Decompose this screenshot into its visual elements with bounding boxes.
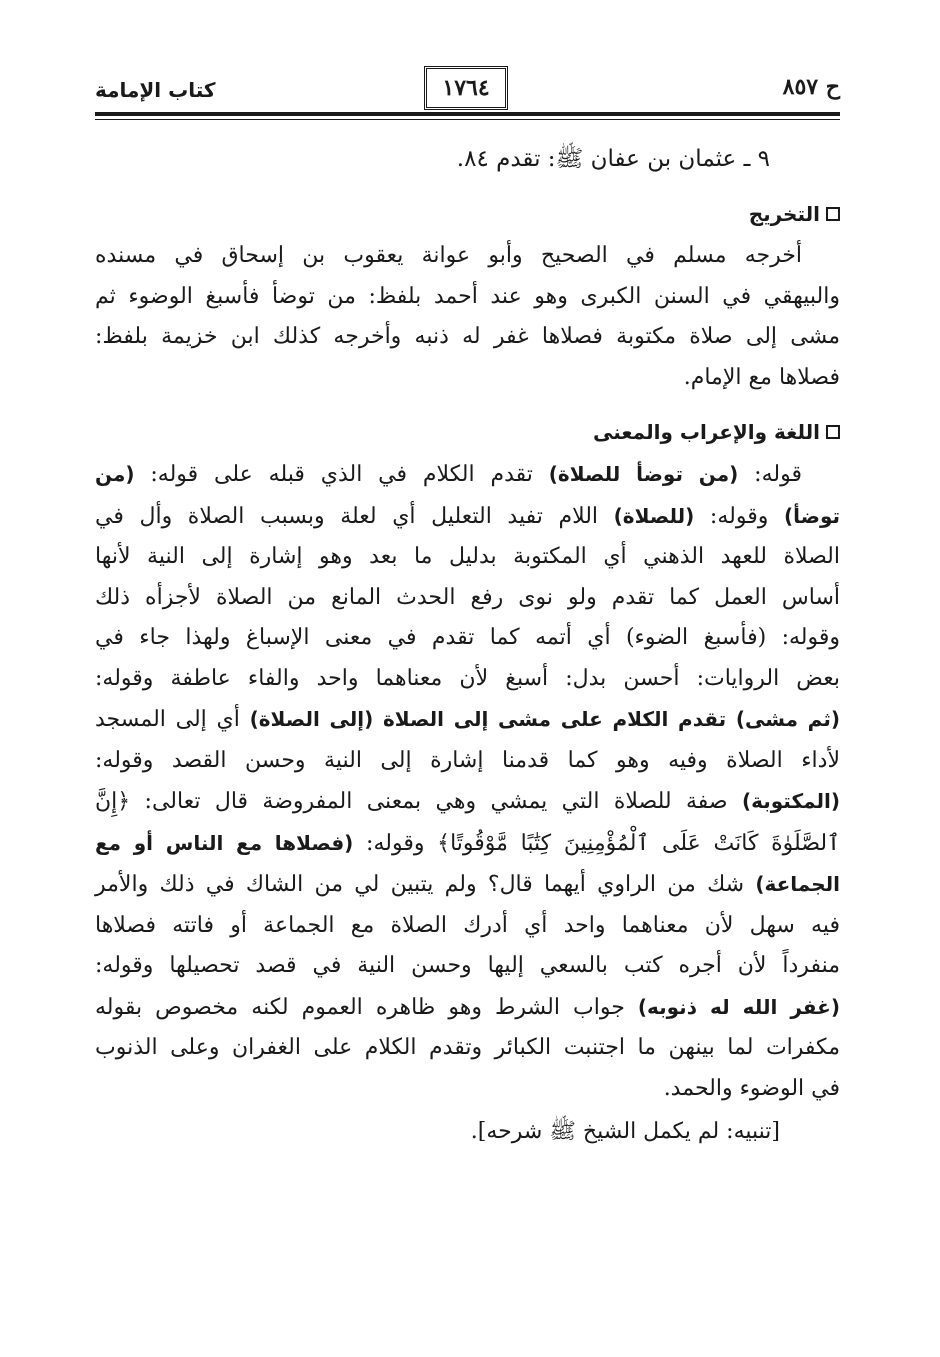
lugha-line: وقوله: (فأسبغ الضوء) أي أتمه كما تقدم في معنى الإسباغ ولهذا جاء في [95,625,840,650]
closing-note: [تنبيه: لم يكمل الشيخ ﷺ شرحه]. [470,1119,780,1144]
lugha-heading [95,412,840,452]
lugha-heading-text: اللغة والإعراب والمعنى [592,420,820,444]
square-bullet-icon [826,207,840,221]
lugha-line: مكفرات لما بينهن ما اجتنبت الكبائر وتقدم الكلام على الغفران وعلى الذنوب [95,1035,840,1060]
lugha-line: ٱلصَّلَوٰةَ كَانَتْ عَلَى ٱلْمُؤْمِنِينَ كِتَٰبًا مَّوْقُوتًا﴾ وقوله: (فصلاها مع الناس أو مع [95,830,840,856]
takhrij-heading [95,194,840,234]
page-header [95,66,840,110]
lugha-line: بعض الروايات: أحسن بدل: أسبغ لأن معناهما واحد والفاء عاطفة وقوله: [95,665,840,691]
hadith-number: ١٧٦٤ [442,75,490,101]
lugha-line: قوله: (من توضأ للصلاة) تقدم الكلام في الذي قبله على قوله: (من [95,462,802,487]
takhrij-paragraph [95,236,840,398]
lugha-line: الصلاة للعهد الذهني أي المكتوبة بدليل ما بعد وهو إشارة إلى النية لأنها [95,544,840,569]
header-rule [95,112,840,116]
takhrij-line: فصلاها مع الإمام. [683,364,840,390]
lugha-line: أساس العمل كما تقدم ولو نوى رفع الحدث المانع من الصلاة لأجزأه ذلك [95,584,840,610]
book-title: كتاب الإمامة [95,78,216,102]
lugha-line: فيه سهل لأن معناهما واحد أي أدرك الصلاة مع الجماعة أو فاتته فصلاها [95,912,840,938]
narrator-entry: ٩ ـ عثمان بن عفان ﷺ: تقدم ٨٤. [456,146,770,172]
lugha-paragraph [95,454,840,1109]
lugha-line: (ثم مشى) تقدم الكلام على مشى إلى الصلاة (إلى الصلاة) أي إلى المسجد [95,707,841,732]
lugha-line: الجماعة) شك من الراوي أيهما قال؟ ولم يتبين لي من الشاك في ذلك والأمر [95,872,840,897]
header-rule-thin [95,119,840,120]
square-bullet-icon [826,425,840,439]
takhrij-line: والبيهقي في السنن الكبرى وهو عند أحمد بلفظ: من توضأ فأسبغ الوضوء ثم [95,283,840,309]
page-body [95,138,840,1153]
takhrij-line: مشى إلى صلاة مكتوبة فصلاها غفر له ذنبه وأخرجه كذلك ابن خزيمة بلفظ: [95,324,840,349]
lugha-line: في الوضوء والحمد. [663,1075,840,1101]
volume-page-number: ح ٨٥٧ [782,74,840,100]
takhrij-heading-text: التخريج [748,202,820,226]
lugha-line: (المكتوبة) صفة للصلاة التي يمشي وهي بمعنى المفروضة قال تعالى: ﴿إِنَّ [95,789,840,814]
lugha-line: لأداء الصلاة وفيه وهو كما قدمنا إشارة إلى النية وحسن القصد وقوله: [95,747,840,773]
lugha-line: منفرداً لأن أجره كتب بالسعي إليها وحسن النية في قصد تحصيلها وقوله: [95,953,840,978]
lugha-line: (غفر الله له ذنوبه) جواب الشرط وهو ظاهره العموم لكنه مخصوص بقوله [95,994,840,1020]
lugha-line: توضأ) وقوله: (للصلاة) اللام تفيد التعليل أي لعلة وبسبب الصلاة وأل في [95,503,840,529]
hadith-number-box [424,66,508,110]
takhrij-line: أخرجه مسلم في الصحيح وأبو عوانة يعقوب بن إسحاق في مسنده [95,243,802,268]
